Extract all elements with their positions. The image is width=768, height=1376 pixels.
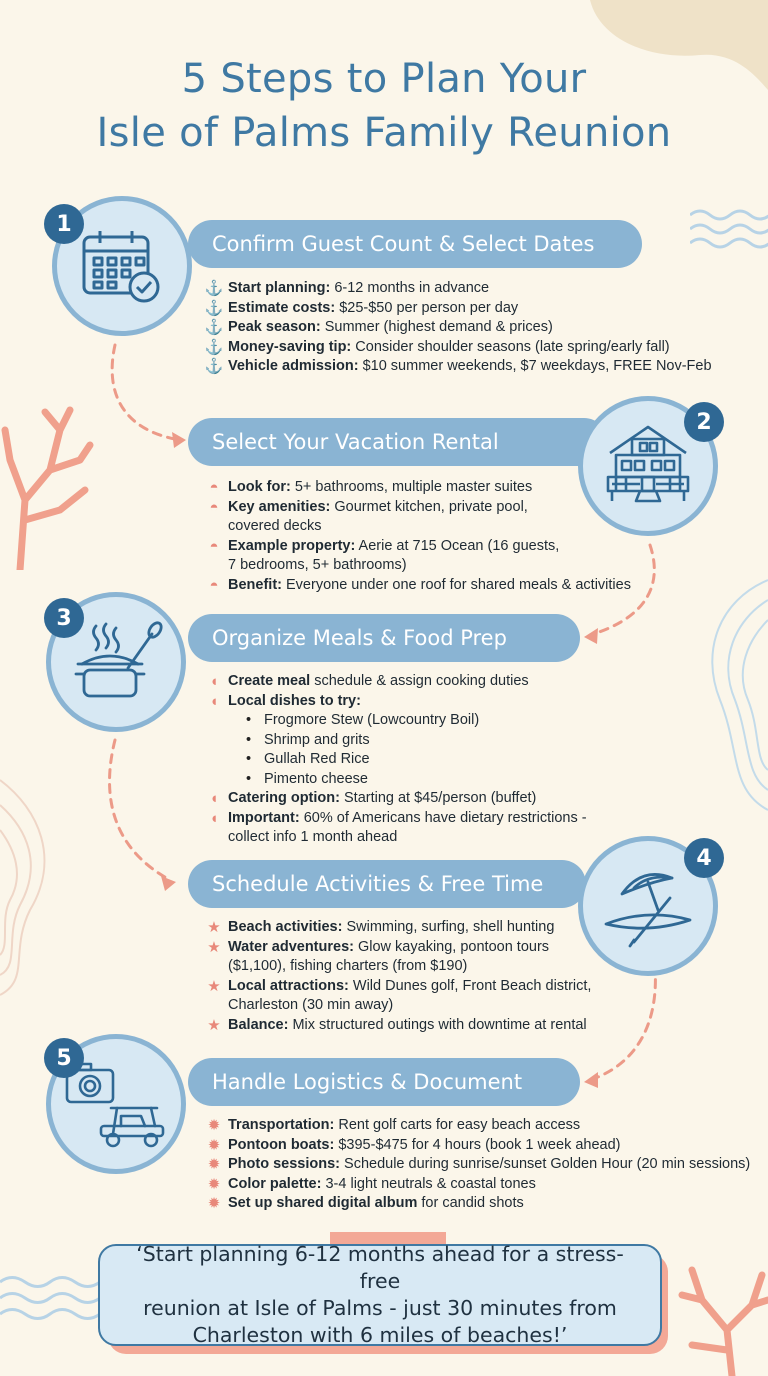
sand-dollar-icon: ✹ [207,1175,221,1193]
step-3-list [204,672,664,848]
anchor-icon: ⚓ [204,338,224,356]
anchor-icon: ⚓ [204,319,224,336]
list-item: • Frogmore Stew (Lowcountry Boil) [242,711,664,731]
list-item: ⚓ Vehicle admission: $10 summer weekends, $7 weekdays, FREE Nov-Feb [204,358,712,375]
shrimp-icon: ◖ [209,673,219,690]
starfish-icon: ★ [207,938,221,956]
step-4-number-badge: 4 [684,838,724,878]
step-3-heading: Organize Meals & Food Prep [212,626,507,650]
shrimp-icon: ◖ [209,809,219,827]
starfish-icon: ★ [207,1016,221,1034]
cooking-pot-icon [68,620,164,704]
list-item: ⚓ Start planning: 6-12 months in advance [204,280,490,297]
starfish-icon: ★ [207,919,221,936]
sand-dollar-icon: ✹ [207,1156,221,1173]
shell-icon: ◓ [209,498,219,516]
sand-dollar-icon: ✹ [207,1117,221,1134]
list-item: • Pimento cheese [242,770,664,790]
list-item: ✹ Transportation: Rent golf carts for easy beach access [204,1116,764,1136]
step-2-heading: Select Your Vacation Rental [212,430,499,454]
list-item: ◓ Key amenities: Gourmet kitchen, private pool, covered decks [204,498,664,537]
list-item: ⚓ Estimate costs: $25-$50 per person per day [204,299,519,317]
list-item: ★ Water adventures: Glow kayaking, pontoon tours ($1,100), fishing charters (from $190) [204,938,664,977]
step-1-heading: Confirm Guest Count & Select Dates [212,232,595,256]
list-item: ★ Local attractions: Wild Dunes golf, Front Beach district, Charleston (30 min away) [204,977,664,1016]
quote-text [98,1244,662,1346]
step-5-banner [188,1058,580,1106]
list-item: ★ Beach activities: Swimming, surfing, shell hunting [204,918,664,938]
list-item: ◖ Local dishes to try: • Frogmore Stew (Lowcountry Boil) • Shrimp and grits • Gullah Red Rice • Pimento cheese [204,692,664,790]
sand-dollar-icon: ✹ [207,1195,221,1212]
shell-icon: ◓ [209,479,219,496]
list-item: ◖ Important: 60% of Americans have dietary restrictions - collect info 1 month ahead [204,809,664,848]
title-line-1: 5 Steps to Plan Your [181,56,587,102]
shell-icon: ◓ [209,576,219,594]
list-item: ✹ Set up shared digital album for candid shots [204,1194,764,1214]
list-item: ✹ Pontoon boats: $395-$475 for 4 hours (book 1 week ahead) [204,1136,764,1156]
step-4-list [204,918,664,1035]
step-5-heading: Handle Logistics & Document [212,1070,523,1094]
page-title [0,52,768,160]
quote-line-2: reunion at Isle of Palms - just 30 minutes from [143,1296,617,1320]
quote-box [98,1244,664,1350]
shrimp-icon: ◖ [209,790,219,807]
quote-line-1: ‘Start planning 6-12 months ahead for a stress-free [136,1242,624,1293]
step-5-number-badge: 5 [44,1038,84,1078]
list-item: ✹ Color palette: 3-4 light neutrals & coastal tones [204,1175,764,1195]
title-line-2: Isle of Palms Family Reunion [96,110,672,156]
step-2-banner [188,418,608,466]
step-2-number-badge: 2 [684,402,724,442]
list-item: ✹ Photo sessions: Schedule during sunrise/sunset Golden Hour (20 min sessions) [204,1155,764,1175]
step-4-banner [188,860,586,908]
anchor-icon: ⚓ [204,299,224,317]
list-item: ◖ Catering option: Starting at $45/person (buffet) [204,789,664,809]
local-dishes-list [228,711,664,789]
list-item: ◓ Look for: 5+ bathrooms, multiple master suites [204,478,664,498]
list-item: ⚓ Peak season: Summer (highest demand & prices) [204,319,553,336]
quote-line-3: Charleston with 6 miles of beaches!’ [192,1323,568,1347]
list-item: • Gullah Red Rice [242,750,664,770]
step-3-number-badge: 3 [44,598,84,638]
list-item: ⚓ Money-saving tip: Consider shoulder seasons (late spring/early fall) [204,338,670,356]
step-3-banner [188,614,580,662]
starfish-icon: ★ [207,977,221,995]
calendar-check-icon [80,227,164,305]
step-4-heading: Schedule Activities & Free Time [212,872,544,896]
anchor-icon: ⚓ [204,358,224,375]
shrimp-icon: ◖ [209,692,219,710]
sand-dollar-icon: ✹ [207,1136,221,1154]
step-2-list [204,478,664,595]
step-1-number-badge: 1 [44,204,84,244]
shell-icon: ◓ [209,537,219,555]
list-item: ◖ Create meal schedule & assign cooking duties [204,672,664,692]
step-1-list [204,279,764,377]
anchor-icon: ⚓ [204,280,224,297]
step-5-list [204,1116,764,1214]
step-1-banner [188,220,642,268]
list-item: ★ Balance: Mix structured outings with downtime at rental [204,1016,664,1036]
list-item: ◓ Benefit: Everyone under one roof for shared meals & activities [204,576,664,596]
list-item: ◓ Example property: Aerie at 715 Ocean (16 guests, 7 bedrooms, 5+ bathrooms) [204,537,664,576]
list-item: • Shrimp and grits [242,731,664,751]
